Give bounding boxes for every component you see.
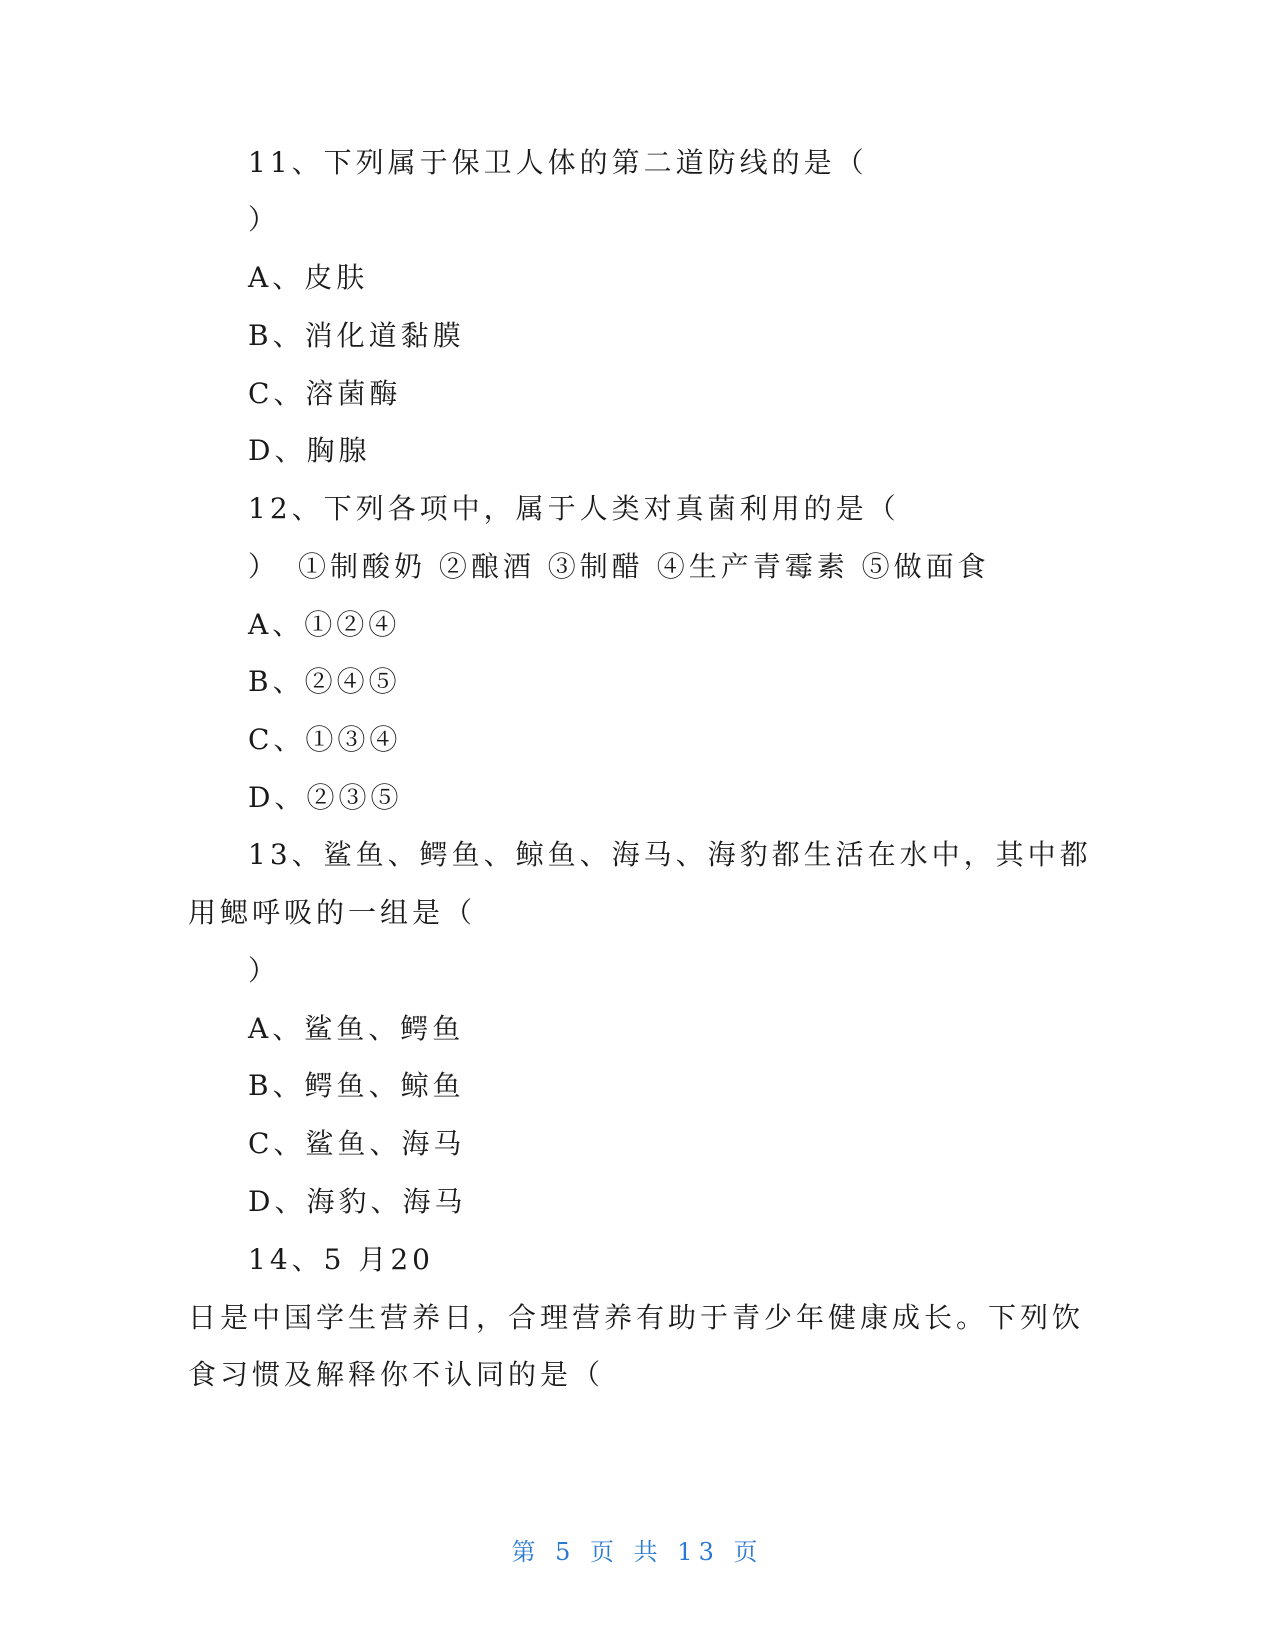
question-14-stem-cont-2: 食习惯及解释你不认同的是（ <box>188 1358 605 1391</box>
question-12-option-c: C、①③④ <box>248 723 402 756</box>
question-11-stem: 11、下列属于保卫人体的第二道防线的是（ <box>248 146 868 179</box>
page-number-footer: 第 5 页 共 13 页 <box>511 1538 764 1566</box>
question-13-stem: 13、鲨鱼、鳄鱼、鲸鱼、海马、海豹都生活在水中，其中都 <box>248 838 1092 871</box>
question-12-option-b: B、②④⑤ <box>248 665 401 698</box>
question-13-option-b: B、鳄鱼、鲸鱼 <box>248 1069 465 1102</box>
question-14-stem: 14、5 月20 <box>248 1243 434 1276</box>
question-12-stem-items: ） ①制酸奶 ②酿酒 ③制醋 ④生产青霉素 ⑤做面食 <box>248 550 990 583</box>
question-12-option-d: D、②③⑤ <box>248 781 403 814</box>
question-13-stem-close: ） <box>248 954 281 987</box>
question-11-option-b: B、消化道黏膜 <box>248 319 465 352</box>
question-11-option-d: D、胸腺 <box>248 434 371 467</box>
question-11-stem-close: ） <box>248 203 281 236</box>
question-13-option-d: D、海豹、海马 <box>248 1185 467 1218</box>
question-11-option-c: C、溶菌酶 <box>248 377 402 410</box>
question-14-stem-cont: 日是中国学生营养日，合理营养有助于青少年健康成长。下列饮 <box>188 1301 1085 1334</box>
question-13-option-c: C、鲨鱼、海马 <box>248 1127 466 1160</box>
question-13-stem-cont: 用鳃呼吸的一组是（ <box>188 896 477 929</box>
question-13-option-a: A、鲨鱼、鳄鱼 <box>248 1012 465 1045</box>
question-12-option-a: A、①②④ <box>248 608 401 641</box>
question-12-stem: 12、下列各项中，属于人类对真菌利用的是（ <box>248 492 900 525</box>
question-11-option-a: A、皮肤 <box>248 261 369 294</box>
